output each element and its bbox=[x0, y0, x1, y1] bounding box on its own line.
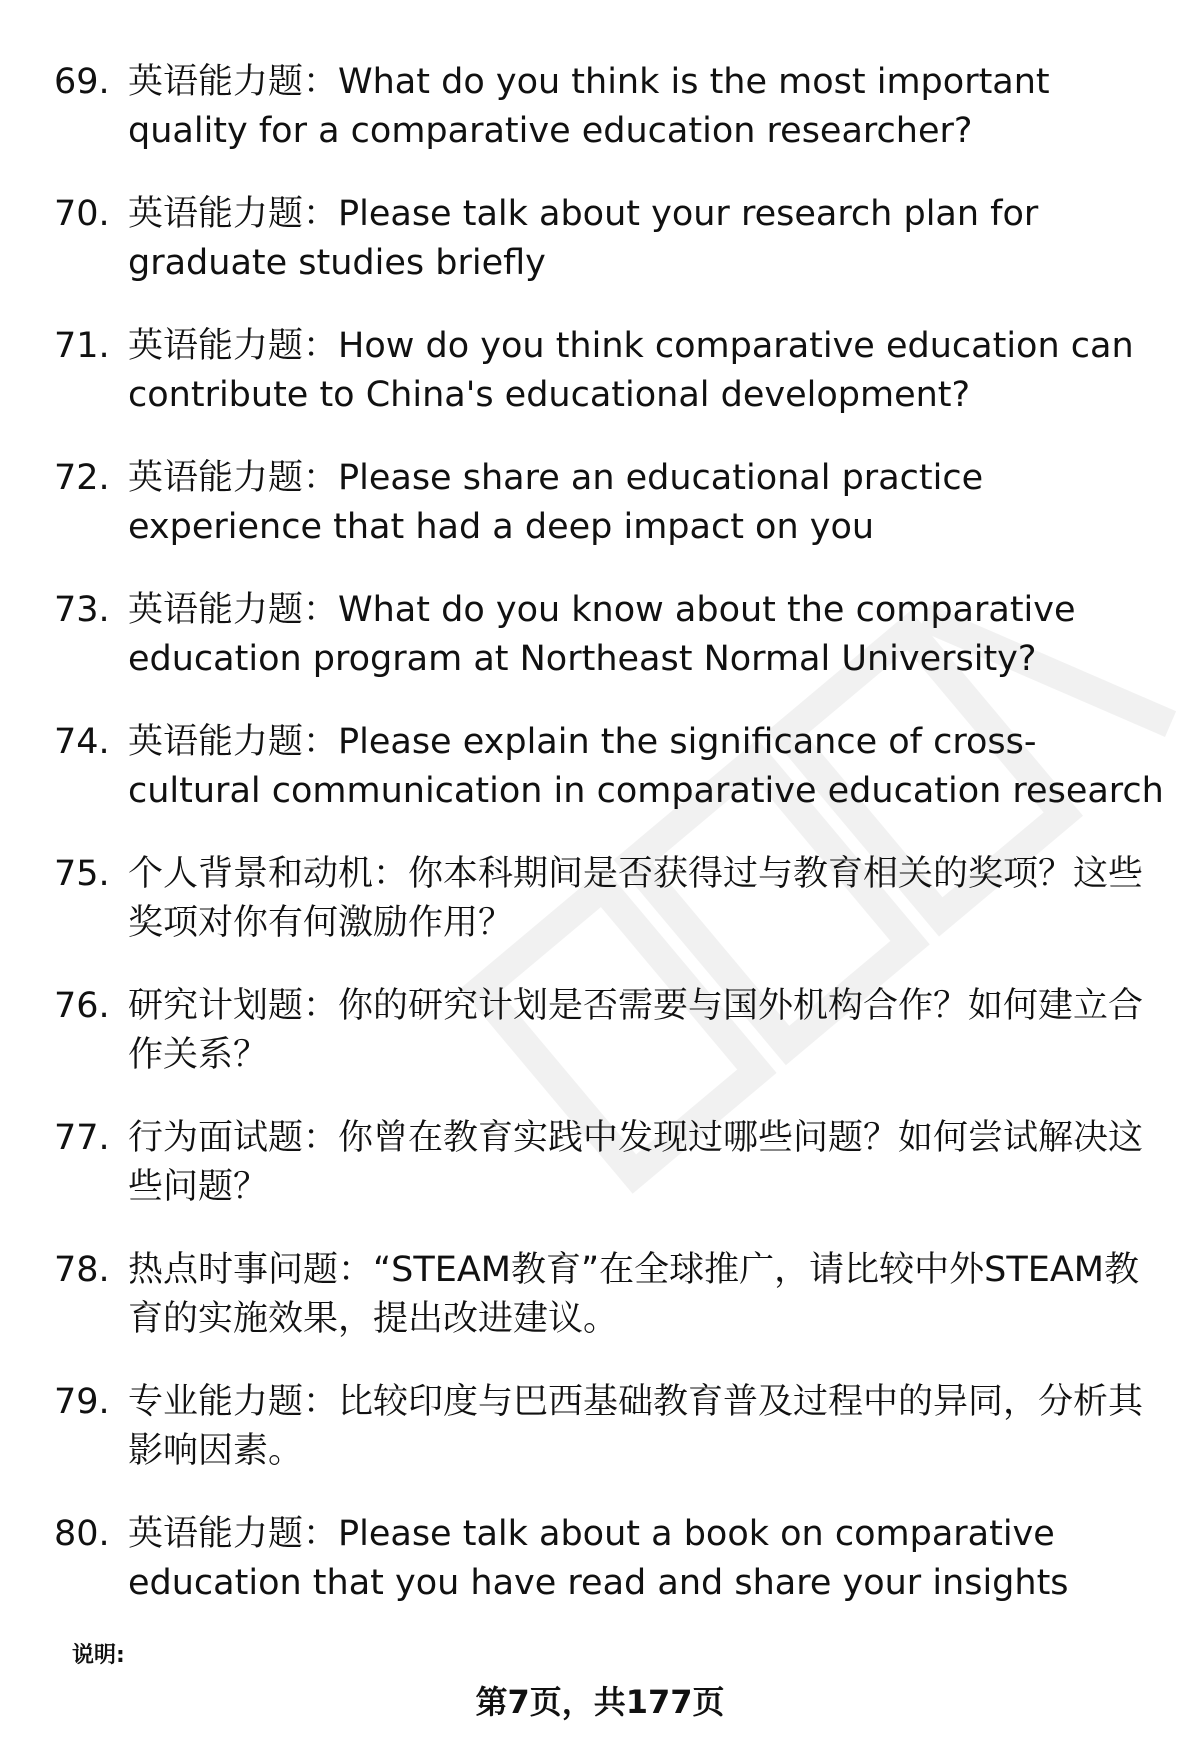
question-category: 英语能力题： bbox=[128, 194, 339, 234]
question-item bbox=[54, 1246, 1164, 1378]
question-body bbox=[128, 982, 1164, 1080]
question-text: 你曾在教育实践中发现过哪些问题？如何尝试解决这些问题？ bbox=[128, 1118, 1144, 1207]
question-number: 80. bbox=[54, 1514, 110, 1554]
question-text: How do you think comparative education can contribute to China's educational development? bbox=[128, 326, 1134, 415]
question-number: 70. bbox=[54, 194, 110, 234]
question-item bbox=[54, 1510, 1164, 1642]
question-number: 76. bbox=[54, 986, 110, 1026]
question-text: What do you know about the comparative education program at Northeast Normal University? bbox=[128, 590, 1076, 679]
question-body bbox=[128, 586, 1164, 684]
question-text: 你的研究计划是否需要与国外机构合作？如何建立合作关系？ bbox=[128, 986, 1144, 1075]
question-category: 英语能力题： bbox=[128, 590, 339, 630]
question-item bbox=[54, 586, 1164, 718]
page-footer: 第7页，共177页 bbox=[475, 1683, 725, 1721]
question-item bbox=[54, 58, 1164, 190]
question-body bbox=[128, 718, 1164, 816]
question-text: Please talk about your research plan for graduate studies briefly bbox=[128, 194, 1039, 283]
question-body bbox=[128, 58, 1164, 156]
question-number: 74. bbox=[54, 722, 110, 762]
question-category: 英语能力题： bbox=[128, 62, 339, 102]
question-number: 71. bbox=[54, 326, 110, 366]
question-number: 78. bbox=[54, 1250, 110, 1290]
question-category: 英语能力题： bbox=[128, 722, 339, 762]
question-body bbox=[128, 1114, 1164, 1212]
question-number: 79. bbox=[54, 1382, 110, 1422]
question-text: 你本科期间是否获得过与教育相关的奖项？这些奖项对你有何激励作用？ bbox=[128, 854, 1144, 943]
note-label: 说明: bbox=[72, 1643, 125, 1668]
question-text: Please explain the significance of cross-cultural communication in comparative education research bbox=[128, 722, 1164, 811]
question-item bbox=[54, 322, 1164, 454]
question-number: 75. bbox=[54, 854, 110, 894]
question-text: Please share an educational practice experience that had a deep impact on you bbox=[128, 458, 984, 547]
question-item bbox=[54, 982, 1164, 1114]
question-category: 研究计划题： bbox=[128, 986, 339, 1026]
question-body bbox=[128, 850, 1164, 948]
question-body bbox=[128, 454, 1164, 552]
question-list bbox=[54, 58, 1164, 1642]
question-item bbox=[54, 190, 1164, 322]
question-category: 行为面试题： bbox=[128, 1118, 339, 1158]
question-text: “STEAM教育”在全球推广，请比较中外STEAM教育的实施效果，提出改进建议。 bbox=[128, 1250, 1139, 1339]
question-item bbox=[54, 1378, 1164, 1510]
question-body bbox=[128, 322, 1164, 420]
question-body bbox=[128, 1510, 1164, 1608]
question-category: 专业能力题： bbox=[128, 1382, 339, 1422]
question-body bbox=[128, 190, 1164, 288]
question-category: 英语能力题： bbox=[128, 326, 339, 366]
question-category: 热点时事问题： bbox=[128, 1250, 374, 1290]
question-number: 69. bbox=[54, 62, 110, 102]
question-text: Please talk about a book on comparative education that you have read and share your insights bbox=[128, 1514, 1069, 1603]
question-text: 比较印度与巴西基础教育普及过程中的异同，分析其影响因素。 bbox=[128, 1382, 1144, 1471]
question-item bbox=[54, 454, 1164, 586]
question-category: 个人背景和动机： bbox=[128, 854, 409, 894]
question-item bbox=[54, 1114, 1164, 1246]
question-category: 英语能力题： bbox=[128, 458, 339, 498]
question-body bbox=[128, 1378, 1164, 1476]
question-number: 73. bbox=[54, 590, 110, 630]
question-category: 英语能力题： bbox=[128, 1514, 339, 1554]
question-body bbox=[128, 1246, 1164, 1344]
question-text: What do you think is the most important quality for a comparative education researcher? bbox=[128, 62, 1050, 151]
question-item bbox=[54, 718, 1164, 850]
question-number: 72. bbox=[54, 458, 110, 498]
question-number: 77. bbox=[54, 1118, 110, 1158]
question-item bbox=[54, 850, 1164, 982]
